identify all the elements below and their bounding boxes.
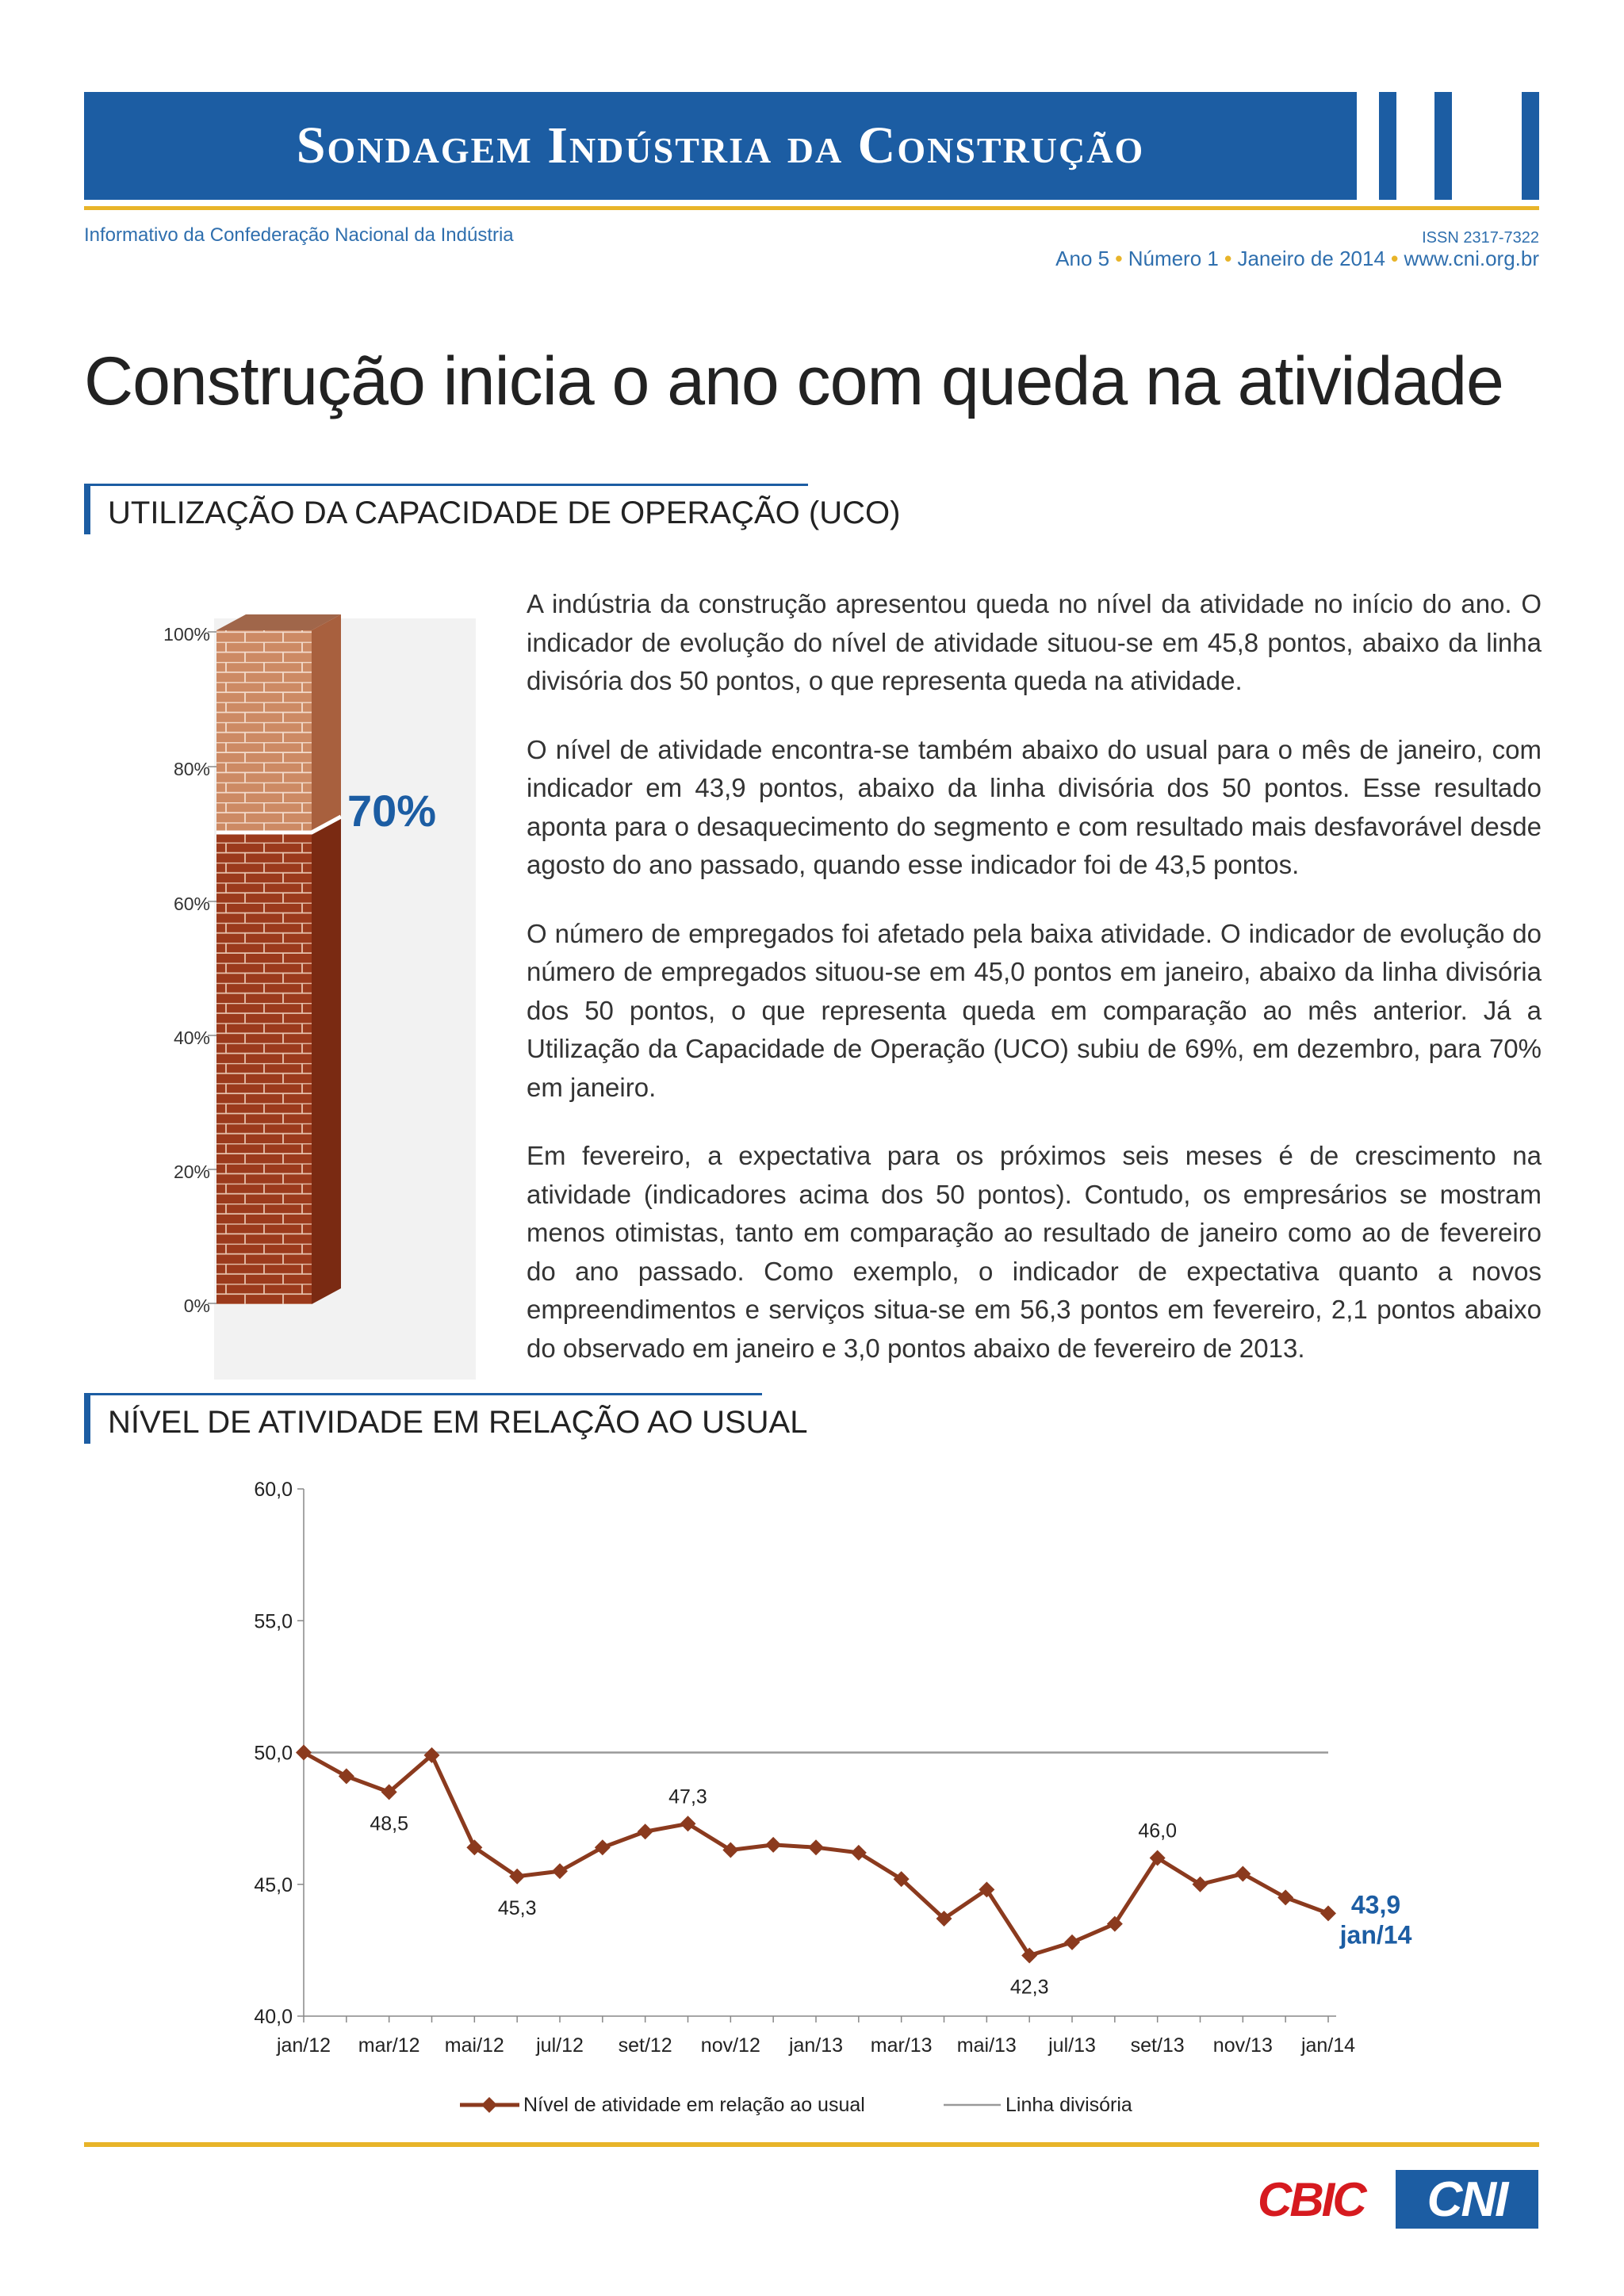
x-tick-label: set/12 <box>618 2034 672 2057</box>
legend-label-divider: Linha divisória <box>1005 2094 1132 2116</box>
y-tick-label: 40,0 <box>254 2006 293 2028</box>
paragraph: A indústria da construção apresentou queda no nível da atividade no início do ano. O indicador de evolução do nível de atividade situou-se em 45,8 pontos, abaixo da linha divisória dos 50 pontos, o que representa queda na atividade. <box>527 589 1542 695</box>
gauge-tick: 80% <box>173 759 210 779</box>
gauge-tick: 100% <box>163 624 210 645</box>
paragraph: O nível de atividade encontra-se também abaixo do usual para o mês de janeiro, com indicador em 43,9 pontos, abaixo da linha divisória dos 50 pontos. Esse resultado aponta para o desaquecimento do segmento e com resultado mais desfavorável desde agosto do ano passado, quando esse indicador foi de 43,5 pontos. <box>527 734 1542 879</box>
website-link[interactable]: www.cni.org.br <box>1404 247 1539 270</box>
x-tick-label: jan/14 <box>1300 2034 1356 2057</box>
issue-date: Janeiro de 2014 <box>1237 247 1385 270</box>
data-label: 47,3 <box>668 1785 707 1808</box>
publication-title: Sondagem Indústria da Construção <box>296 117 1145 174</box>
issue-year: Ano 5 <box>1055 247 1110 270</box>
x-tick-label: mai/12 <box>444 2034 504 2057</box>
last-value-label: 43,9 <box>1350 1890 1401 1919</box>
y-tick-label: 45,0 <box>254 1873 293 1896</box>
x-tick-label: mai/13 <box>956 2034 1017 2057</box>
x-tick-label: jul/13 <box>1048 2034 1096 2057</box>
data-point <box>1277 1889 1293 1905</box>
y-tick-label: 60,0 <box>254 1479 293 1501</box>
data-point <box>1320 1905 1336 1921</box>
data-label: 42,3 <box>1009 1976 1049 1999</box>
x-tick-label: jul/12 <box>536 2034 584 2057</box>
data-point <box>595 1839 611 1855</box>
y-tick-label: 55,0 <box>254 1610 293 1633</box>
uco-value: 70% <box>347 786 437 836</box>
data-label: 45,3 <box>497 1896 537 1919</box>
x-tick-label: mar/12 <box>358 2034 420 2057</box>
x-tick-label: jan/12 <box>276 2034 331 2057</box>
data-label: 46,0 <box>1138 1820 1178 1843</box>
paragraph: Em fevereiro, a expectativa para os próximos seis meses é de crescimento na atividade (indicadores acima dos 50 pontos). Contudo, os empresários se mostram menos otimistas, tanto em comparação ao resultado de janeiro como ao de fevereiro do ano passado. Como exemplo, o indicador de expectativa quanto a novos empreendimentos e serviços situa-se em 56,3 pontos em fevereiro, 2,1 pontos abaixo do observado em janeiro e 3,0 pontos abaixo de fevereiro de 2013. <box>527 1141 1542 1363</box>
data-point <box>339 1768 354 1784</box>
gauge-tick: 40% <box>173 1027 210 1048</box>
legend-label-activity: Nível de atividade em relação ao usual <box>523 2094 865 2116</box>
x-tick-label: nov/13 <box>1212 2034 1273 2057</box>
issn: ISSN 2317-7322 <box>1422 229 1539 247</box>
y-tick-label: 50,0 <box>254 1742 293 1765</box>
legend-marker <box>481 2097 497 2113</box>
gauge-tick: 60% <box>173 894 210 914</box>
cbic-logo: CBIC <box>1258 2173 1365 2226</box>
bullet: • <box>1391 247 1399 270</box>
gauge-tick: 20% <box>173 1161 210 1182</box>
cni-logo: CNI <box>1396 2170 1538 2229</box>
x-tick-label: nov/12 <box>700 2034 760 2057</box>
x-tick-label: set/13 <box>1130 2034 1185 2057</box>
gauge-tick: 0% <box>183 1295 210 1316</box>
data-point <box>808 1839 824 1855</box>
section-title-uco: UTILIZAÇÃO DA CAPACIDADE DE OPERAÇÃO (UCO) <box>108 496 901 530</box>
data-point <box>552 1863 568 1879</box>
divider <box>84 2142 1539 2147</box>
data-point <box>1064 1934 1080 1950</box>
headline: Construção inicia o ano com queda na atividade <box>84 343 1503 419</box>
data-point <box>1235 1866 1251 1881</box>
publication-subtitle: Informativo da Confederação Nacional da Indústria <box>84 224 514 246</box>
section-title-activity: NÍVEL DE ATIVIDADE EM RELAÇÃO AO USUAL <box>108 1405 808 1440</box>
data-point <box>638 1823 653 1839</box>
bullet: • <box>1224 247 1232 270</box>
data-label: 48,5 <box>370 1812 409 1835</box>
data-point <box>296 1745 312 1761</box>
x-tick-label: mar/13 <box>870 2034 933 2057</box>
issue-number: Número 1 <box>1128 247 1219 270</box>
data-point <box>765 1837 781 1853</box>
x-tick-label: jan/13 <box>788 2034 844 2057</box>
bullet: • <box>1115 247 1123 270</box>
last-date-label: jan/14 <box>1339 1920 1412 1950</box>
paragraph: O número de empregados foi afetado pela baixa atividade. O indicador de evolução do número de empregados situou-se em 45,0 pontos em janeiro, abaixo da linha divisória dos 50 pontos, o que representa queda em comparação ao mês anterior. Já a Utilização da Capacidade de Operação (UCO) subiu de 69%, em dezembro, para 70% em janeiro. <box>527 918 1542 1102</box>
